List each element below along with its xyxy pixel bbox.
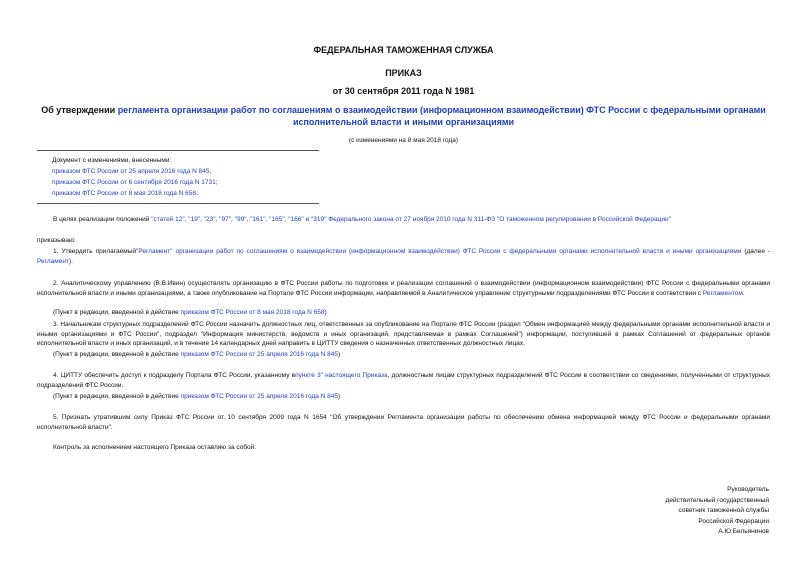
p4-text: 4. ЦИТТУ обеспечить доступ к подразделу Портала ФТС России, указанному в <box>53 372 296 379</box>
agency-name: ФЕДЕРАЛЬНАЯ ТАМОЖЕННАЯ СЛУЖБА <box>313 45 494 55</box>
changes-heading: Документ с изменениями, внесенными: <box>52 157 172 164</box>
doc-date-number: от 30 сентября 2011 года N 1981 <box>332 86 475 96</box>
p4-note-close: ) <box>338 393 341 400</box>
regulation-short-link[interactable]: Регламент <box>37 257 69 265</box>
paragraph-2-note <box>37 308 786 318</box>
p3-note-text: (Пункт в редакции, введенной в действие <box>53 351 181 358</box>
title-regulation-link[interactable]: регламента организации работ по соглашениям о взаимодействии (информационном взаимодействии) ФТС России с федеральными органами исполнительной власти и иными организациями <box>117 105 766 127</box>
regulation-link[interactable]: "Регламент" организации работ по соглашениям о взаимодействии (информационном взаимодействии) ФТС России с федеральными органами исполнительной власти и иными организациями <box>135 248 742 255</box>
paragraph-3: 3. Начальникам структурных подразделений ФТС России назначить должностных лиц, ответственных за опубликование на Портале ФТС России (раздел "Обмен информацией между федеральными органами исполнительной власти и иными организациями и ФТС России", подраздел "Информация министерств, ведомств и иных организаций, представляемая в рамках Соглашений") информации, поступившей в рамках Соглашений от федеральных органов исполнительной власти и иных организаций, и в течение 14 календарных дней направить в ЦИТТУ сведения о назначенных ответственных должностных лицах. <box>37 321 770 347</box>
order-658-link[interactable]: приказом ФТС России от 8 мая 2018 года N 658 <box>180 309 325 316</box>
paragraph-2 <box>37 279 770 298</box>
change-link-2[interactable]: приказом ФТС России от 6 сентября 2016 года N 1731; <box>52 179 218 186</box>
order-word: приказываю: <box>37 237 76 244</box>
doc-title <box>30 104 777 128</box>
order-845-link-1[interactable]: приказом ФТС России от 25 апреля 2016 года N 845 <box>180 351 339 358</box>
p1-text-b: (далее - <box>741 248 770 255</box>
signer-name: А.Ю.Бельянинов <box>718 528 769 535</box>
signature-block <box>666 485 769 538</box>
p1-text-c: ). <box>68 257 73 265</box>
law-articles-link[interactable]: "статей 12", "19", "23", "97", "99", "161", "165", "166" и "319" Федерального закона от 27 ноября 2010 года N 311-ФЗ "О таможенном регулировании в Российской Федерации" <box>151 216 671 223</box>
paragraph-4 <box>37 371 770 390</box>
doc-type: ПРИКАЗ <box>385 68 422 78</box>
regulation-ref-link[interactable]: Регламентом <box>702 289 743 297</box>
signer-role: Руководитель <box>727 486 769 493</box>
amended-note: (с изменениями на 8 мая 2018 года) <box>348 137 459 144</box>
paragraph-4-note <box>37 392 786 402</box>
change-link-3[interactable]: приказом ФТС России от 8 мая 2018 года N 658. <box>52 190 198 197</box>
signer-rank-2: советник таможенной службы <box>678 507 769 514</box>
divider-bottom <box>37 203 319 204</box>
p3-note-close: ) <box>338 351 341 358</box>
p2-text-b: . <box>742 289 745 297</box>
title-prefix: Об утверждении <box>41 105 118 115</box>
p4-note-text: (Пункт в редакции, введенной в действие <box>53 393 181 400</box>
paragraph-5: 5. Признать утратившим силу Приказ ФТС России от 10 сентября 2009 года N 1654 "Об утверждении Регламента организации работы по обеспечению обмена информацией между ФТС России и федеральными органами исполнительной власти". <box>37 414 770 431</box>
paragraph-1 <box>37 247 770 266</box>
p2-note-close: ) <box>324 309 327 316</box>
p2-note-text: (Пункт в редакции, введенной в действие <box>53 309 181 316</box>
change-link-1[interactable]: приказом ФТС России от 25 апреля 2016 года N 845; <box>52 168 212 175</box>
p4-text-b: , должностным лицам структурных подразделений ФТС России в соответствии со сведениями, полученными от структурных подразделений ФТС России. <box>37 372 771 389</box>
paragraph-3-note <box>37 350 786 360</box>
order-845-link-2[interactable]: приказом ФТС России от 25 апреля 2016 года N 845 <box>180 393 339 400</box>
divider-top <box>37 150 319 151</box>
changes-block <box>52 155 218 199</box>
signer-rank-1: действительный государственный <box>665 496 769 504</box>
preamble <box>37 215 770 225</box>
item-3-link[interactable]: пункте 3" настоящего Приказа <box>295 372 388 379</box>
p1-text: 1. Утвердить прилагаемый <box>53 248 136 255</box>
control-clause: Контроль за исполнением настоящего Приказа оставляю за собой. <box>53 444 257 451</box>
signer-rank-3: Российской Федерации <box>698 517 769 525</box>
preamble-text: В целях реализации положений <box>53 216 152 223</box>
p2-text: 2. Аналитическому управлению (В.В.Ивин) осуществлять организацию в ФТС России работы по подготовке и реализации соглашений о взаимодействии (информационном взаимодействии) ФТС России с федеральными органами исполнительной власти и иными организациями, а также опубликование на Портале ФТС России информации, направляемой в Аналитическое управление структурными подразделениями ФТС России в соответствии с <box>37 280 770 297</box>
